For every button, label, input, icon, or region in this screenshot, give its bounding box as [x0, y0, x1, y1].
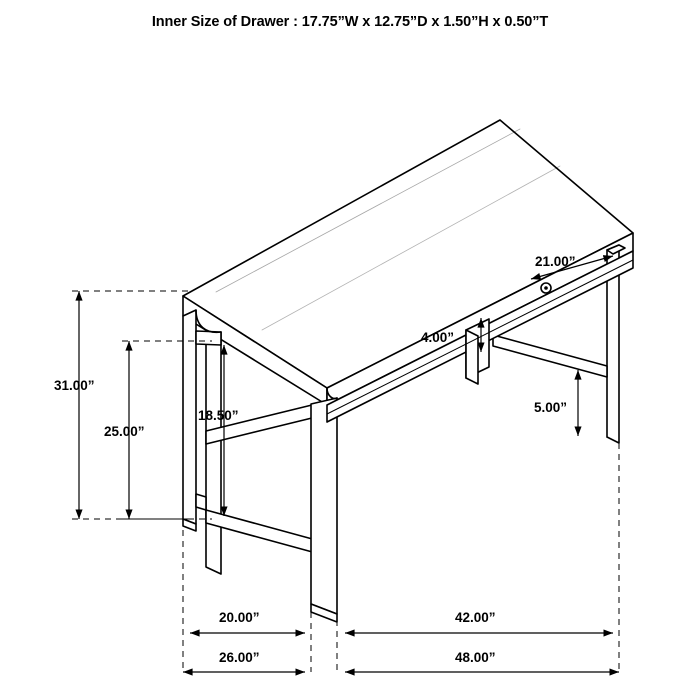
dim-label-width-left-leg: 20.00” — [219, 610, 260, 625]
dim-label-height-total: 31.00” — [54, 378, 95, 393]
dim-label-apron-clearance: 5.00” — [534, 400, 568, 415]
dim-label-height-stretcher: 18.50” — [198, 408, 239, 423]
dim-label-width-total: 48.00” — [455, 650, 496, 665]
page-title: Inner Size of Drawer : 17.75”W x 12.75”D x 1.50”H x 0.50”T — [151, 14, 549, 30]
dim-label-depth-top: 21.00” — [535, 254, 576, 269]
dim-label-height-seat: 25.00” — [104, 424, 145, 439]
dim-label-drawer-height: 4.00” — [421, 330, 455, 345]
dim-label-width-left-total: 26.00” — [219, 650, 260, 665]
dim-label-width-right-span: 42.00” — [455, 610, 496, 625]
